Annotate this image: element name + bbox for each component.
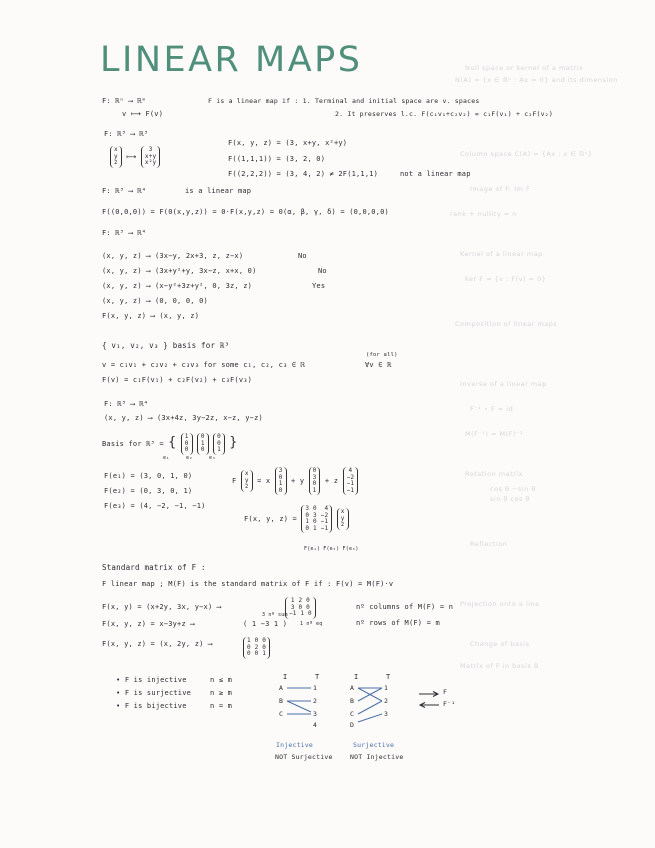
inj-codomain-4: 4	[313, 721, 318, 729]
std-ex2-rule: F(x, y, z) = x−3y+z ⟶	[102, 620, 195, 628]
ex4-combination	[232, 467, 358, 495]
inj-domain-a: A	[279, 684, 284, 692]
basis-forall: ∀v ∈ ℝ	[365, 361, 392, 369]
bleed-text: Projection onto a line	[460, 600, 540, 608]
map-finv-label: F⁻¹	[443, 700, 456, 708]
ex3-rule-2: (x, y, z) ⟶ (3x+y²+y, 3x−z, x+x, 0)	[102, 267, 257, 275]
inj-initial-label: I	[283, 673, 288, 681]
inj-caption-1: Injective	[276, 741, 314, 749]
ex2-proof: F((0,0,0)) = F(0(x,y,z)) = 0·F(x,y,z) = 0(α, β, γ, δ) = (0,0,0,0)	[102, 208, 389, 216]
ex4-fe1: F(e₁) = (3, 0, 1, 0)	[104, 472, 193, 480]
bleed-text: Composition of linear maps	[455, 320, 558, 328]
page-title: LINEAR MAPS	[100, 40, 363, 80]
ex3-rule-5: F(x, y, z) ⟶ (x, y, z)	[102, 312, 200, 320]
surj-caption-1: Surjective	[353, 741, 395, 749]
forward-arrow-icon	[418, 691, 440, 697]
ex3-answer-2: No	[318, 267, 327, 275]
brace-open: {	[168, 434, 177, 450]
inverse-arrow-icon	[418, 702, 440, 708]
ex1-input-vector: x y z	[110, 146, 122, 168]
basis-statement: { v₁, v₂, v₃ } basis for ℝ³	[102, 341, 230, 350]
ex4-rule: (x, y, z) ⟶ (3x+4z, 3y−2z, x−z, y−z)	[104, 414, 263, 422]
ex4-e1-label: e₁	[163, 455, 170, 461]
defn-rule: v ⟼ F(v)	[122, 110, 164, 118]
std-ex2-tag: 1 nº eq	[300, 621, 323, 627]
inj-caption-2: NOT Surjective	[275, 753, 333, 761]
type-surjective: • F is surjective	[116, 689, 192, 697]
ex4-e1: 1 0 0	[181, 433, 193, 455]
ex3-rule-1: (x, y, z) ⟶ (3x−y, 2x+3, z, z−x)	[102, 252, 244, 260]
ex4-fe3: F(e₃) = (4, −2, −1, −1)	[104, 502, 206, 510]
ex1-output-vector: 3 x+y x²y	[141, 146, 160, 168]
bleed-text: sin θ cos θ	[490, 495, 530, 503]
ex3-rule-4: (x, y, z) ⟶ (0, 0, 0, 0)	[102, 297, 208, 305]
ex4-basis-row	[102, 433, 237, 455]
maps-to-arrow-icon: ⟼	[126, 152, 137, 161]
ex2-claim: is a linear map	[185, 187, 252, 195]
std-ex2-matrix: ( 1 −3 1 )	[243, 620, 288, 628]
ex4-comb-y: + y	[290, 477, 305, 485]
surj-initial-label: I	[354, 673, 359, 681]
map-f-label: F	[443, 688, 448, 696]
bleed-text: Kernel of a linear map	[460, 250, 543, 258]
type-injective: • F is injective	[116, 676, 187, 684]
bleed-text: Reflection	[470, 540, 508, 548]
surj-domain-d: D	[350, 721, 355, 729]
ex4-e2-label: e₂	[186, 455, 193, 461]
bleed-text: Matrix of F in basis B	[460, 662, 539, 670]
std-ex2-over: 3 nº sum	[262, 612, 288, 618]
defn-condition-1: F is a linear map if : 1. Terminal and initial space are v. spaces	[208, 97, 480, 105]
surj-codomain-1: 1	[384, 684, 389, 692]
surjective-arrows	[356, 684, 389, 724]
bleed-text: M(F⁻¹) = M(F)⁻¹	[465, 430, 523, 438]
std-rows-note: nº rows of M(F) = m	[356, 619, 440, 627]
type-surjective-cond: n ≥ m	[210, 689, 233, 697]
std-ex3-rule: F(x, y, z) = (x, 2y, z) ⟶	[102, 640, 213, 648]
ex4-matrix-columns: F(e₁) F(e₂) F(e₃)	[304, 546, 359, 552]
bleed-text: cos θ −sin θ	[490, 485, 536, 493]
ex4-matrix-eq	[244, 505, 349, 533]
surj-domain-b: B	[350, 697, 355, 705]
ex4-comb-col2: 0 3 0 1	[309, 467, 321, 495]
type-bijective: • F is bijective	[116, 702, 187, 710]
std-ex1-rule: F(x, y) = (x+2y, 3x, y−x) ⟶	[102, 603, 222, 611]
inj-domain-b: B	[279, 697, 284, 705]
bleed-text: rank + nullity = n	[450, 210, 517, 218]
ex3-rule-3: (x, y, z) ⟶ (x−y²+3z+y², 0, 3z, z)	[102, 282, 253, 290]
ex4-fe2: F(e₂) = (0, 3, 0, 1)	[104, 487, 193, 495]
defn-condition-2: 2. It preserves l.c. F(c₁v₁+c₂v₂) = c₁F(v₁) + c₂F(v₂)	[335, 110, 554, 118]
ex2-map: F: ℝ³ ⟶ ℝ⁴	[102, 187, 147, 195]
ex4-comb-col3: 4 −2 −1 −1	[343, 467, 359, 495]
std-ex3-matrix: 1 0 0 0 2 0 0 0 1	[243, 637, 270, 659]
ex4-comb-z: + z	[324, 477, 339, 485]
ex4-comb-lhs: F	[232, 477, 237, 485]
surj-codomain-3: 3	[384, 710, 389, 718]
inj-codomain-2: 2	[313, 697, 318, 705]
bleed-text: ker F = {v : F(v) = 0}	[465, 275, 547, 283]
ex4-map: F: ℝ³ ⟶ ℝ⁴	[104, 400, 149, 408]
surj-caption-2: NOT Injective	[350, 753, 404, 761]
ex4-e2: 0 1 0	[197, 433, 209, 455]
ex4-e3: 0 0 1	[213, 433, 225, 455]
ex3-answer-1: No	[298, 252, 307, 260]
ex1-eval-1: F((1,1,1)) = (3, 2, 0)	[228, 155, 326, 163]
brace-close: }	[229, 434, 238, 450]
ex4-comb-xyz: x y z	[241, 470, 253, 492]
bleed-text: Inverse of a linear map	[460, 380, 547, 388]
ex1-formula: F(x, y, z) = (3, x+y, x²+y)	[228, 139, 348, 147]
ex1-vector-map	[110, 146, 160, 168]
type-bijective-cond: n = m	[210, 702, 233, 710]
bleed-text: Null space or kernel of a matrix	[465, 64, 584, 72]
ex4-basis-label: Basis for ℝ³ =	[102, 439, 164, 448]
type-injective-cond: n ≤ m	[210, 676, 233, 684]
basis-image: F(v) = c₁F(v₁) + c₂F(v₂) + c₃F(v₃)	[102, 376, 253, 384]
inj-codomain-1: 1	[313, 684, 318, 692]
ex3-answer-3: Yes	[312, 282, 326, 290]
ex4-comb-x: = x	[257, 477, 271, 485]
std-definition: F linear map ; M(F) is the standard matrix of F if : F(v) = M(F)·v	[102, 580, 394, 588]
ex4-comb-col1: 3 0 1 0	[275, 467, 287, 495]
surj-domain-a: A	[350, 684, 355, 692]
std-heading: Standard matrix of F :	[102, 563, 206, 572]
bleed-text: N(A) = {x ∈ ℝⁿ : Ax = 0} and its dimension	[455, 76, 618, 84]
basis-forall-note: (for all)	[366, 352, 398, 358]
inj-codomain-3: 3	[313, 710, 318, 718]
ex4-matrix-xyz: x y z	[337, 508, 349, 530]
ex1-eval-2: F((2,2,2)) = (3, 4, 2) ≠ 2F(1,1,1)	[228, 170, 379, 178]
ex4-standard-matrix: 3 0 4 0 3 −2 1 0 −1 0 1 −1	[301, 505, 332, 533]
surj-codomain-2: 2	[384, 697, 389, 705]
bleed-text: F⁻¹ ∘ F = id	[470, 405, 514, 413]
injective-arrows	[285, 684, 318, 724]
ex3-map: F: ℝ³ ⟶ ℝ⁴	[102, 229, 147, 237]
ex1-conclusion: not a linear map	[400, 170, 471, 178]
bleed-text: Change of basis	[470, 640, 530, 648]
std-columns-note: nº columns of M(F) = n	[356, 603, 454, 611]
ex1-map: F: ℝ³ ⟶ ℝ³	[104, 130, 149, 138]
surj-domain-c: C	[350, 710, 355, 718]
ex4-matrix-lhs: F(x, y, z) =	[244, 515, 297, 523]
ex4-e3-label: e₃	[209, 455, 216, 461]
inj-terminal-label: T	[315, 673, 320, 681]
defn-map: F: ℝⁿ ⟶ ℝᵐ	[102, 97, 147, 105]
surj-terminal-label: T	[386, 673, 391, 681]
std-ex1-matrix: 1 2 0 3 0 0 −1 1 0	[285, 597, 316, 619]
bleed-text: Column space C(A) = {Ax : x ∈ ℝⁿ}	[460, 150, 593, 158]
bleed-text: Image of F: Im F	[470, 185, 531, 193]
inj-domain-c: C	[279, 710, 284, 718]
basis-combination: v = c₁v₁ + c₂v₂ + c₃v₃ for some c₁, c₂, c₃ ∈ ℝ	[102, 361, 306, 369]
bleed-text: Rotation matrix	[465, 470, 523, 478]
